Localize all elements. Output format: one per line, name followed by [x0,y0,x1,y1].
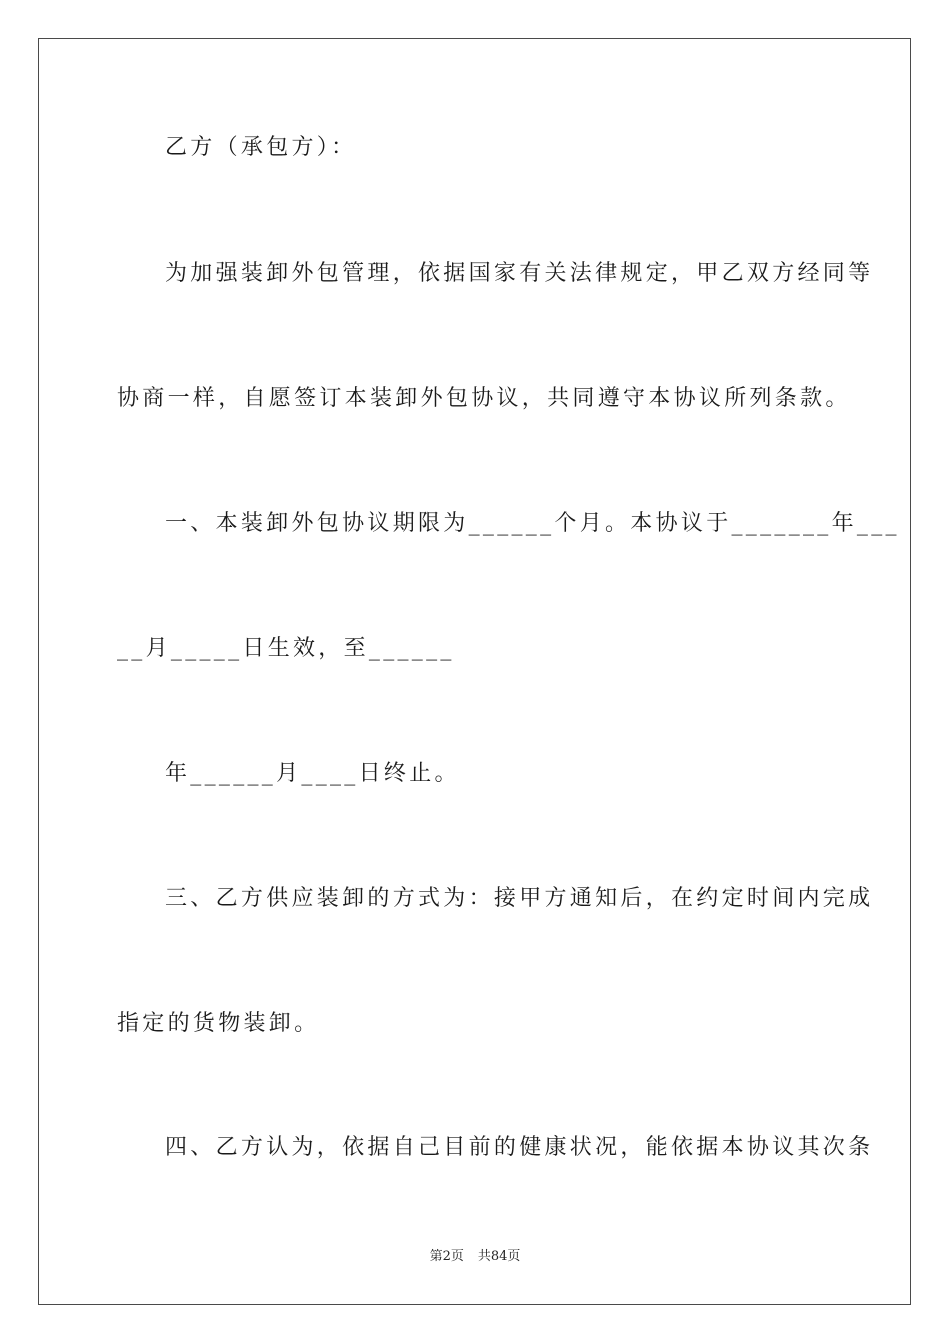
party-b-label: 乙方（承包方）： [165,135,357,160]
clause-4-line-1: 四、乙方认为，依据自己目前的健康状况，能依据本协议其次条 [165,1135,874,1160]
clause-3-line-2: 指定的货物装卸。 [117,1011,320,1036]
page-border [38,38,911,1305]
preamble-line-1: 为加强装卸外包管理，依据国家有关法律规定，甲乙双方经同等 [165,261,874,286]
total-pages: 共84页 [477,1249,521,1264]
preamble-line-2: 协商一样，自愿签订本装卸外包协议，共同遵守本协议所列条款。 [117,386,851,411]
clause-1-line-1: 一、本装卸外包协议期限为______个月。本协议于_______年___ [165,511,900,536]
clause-1-line-2: __月_____日生效，至______ [117,636,455,661]
clause-1-line-3: 年______月____日终止。 [165,761,460,786]
clause-3-line-1: 三、乙方供应装卸的方式为：接甲方通知后，在约定时间内完成 [165,886,874,911]
page-number: 第2页 [429,1249,464,1264]
page-footer [0,1248,950,1266]
